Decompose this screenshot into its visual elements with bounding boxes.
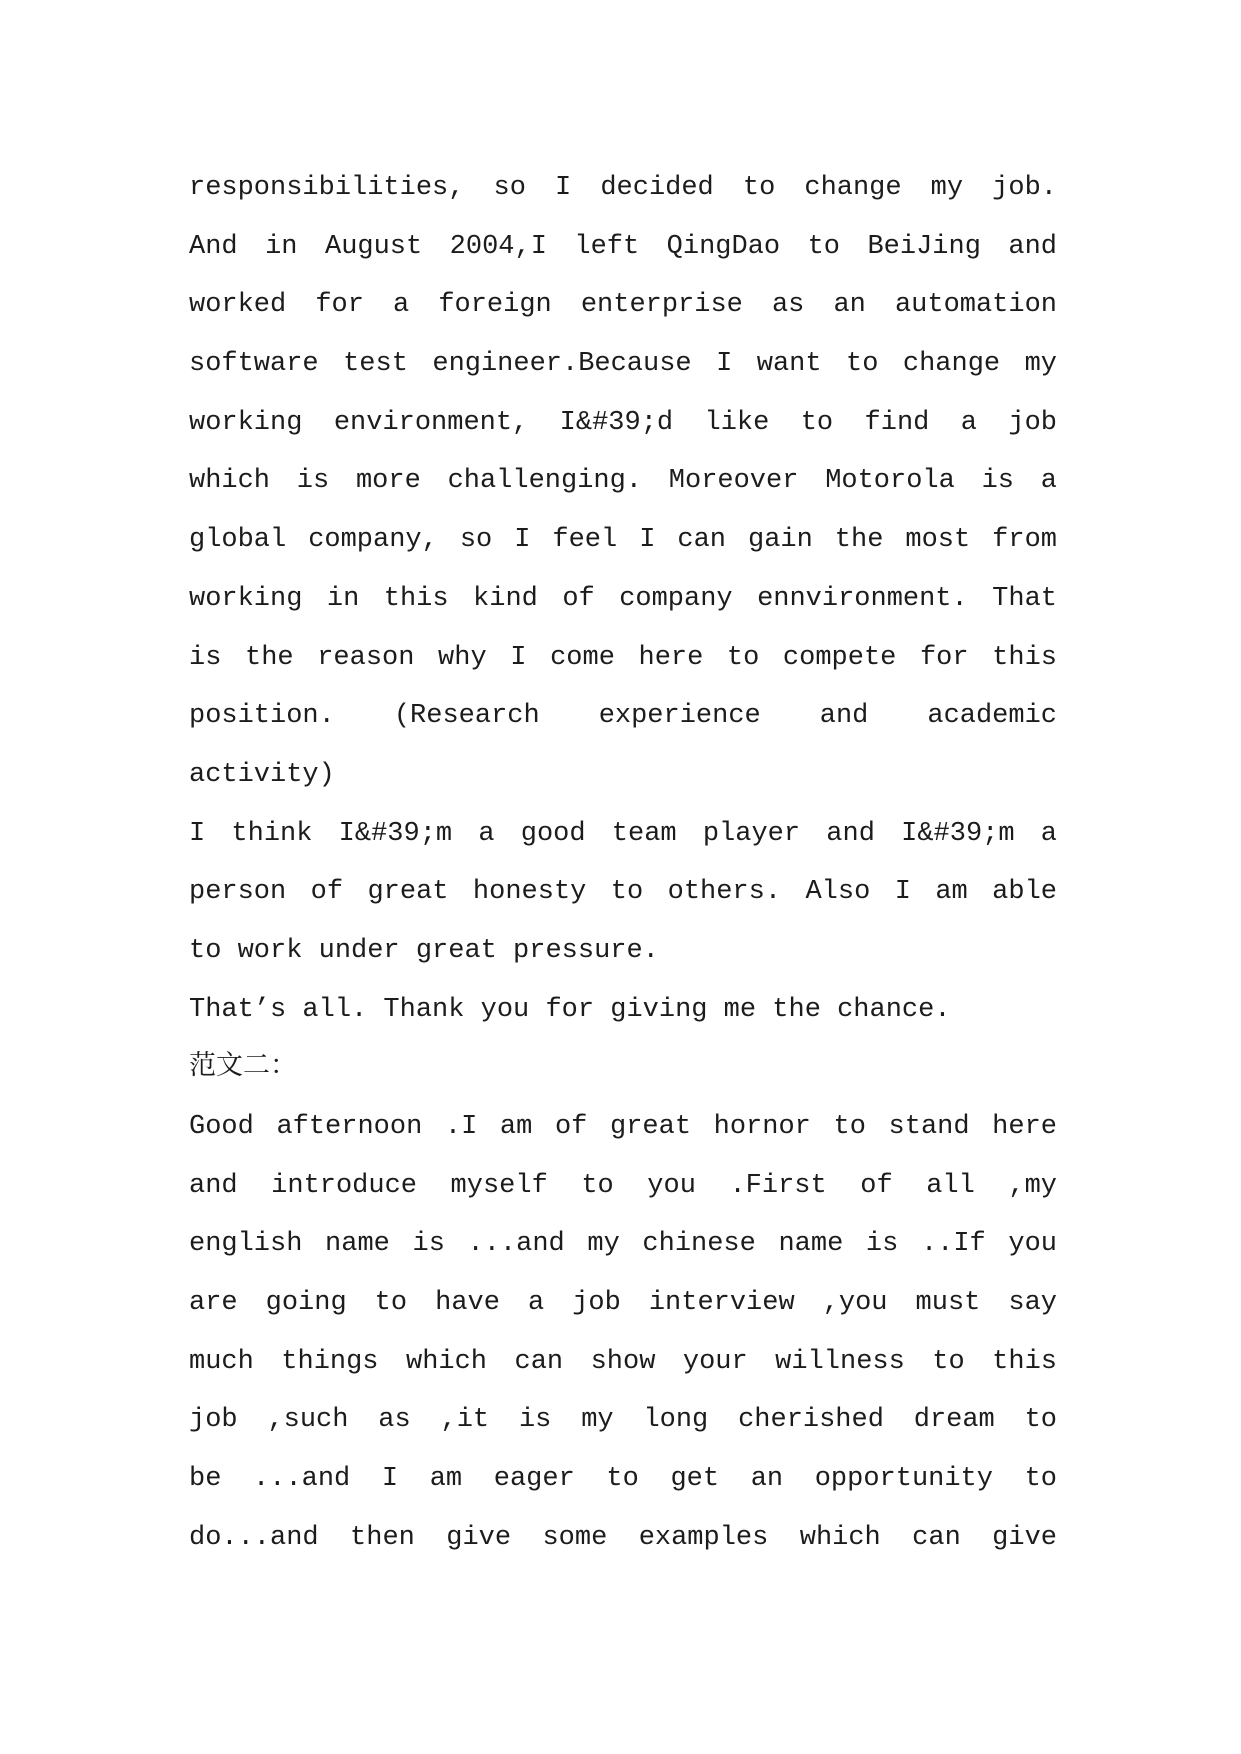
text-line: software test engineer.Because I want to change my <box>189 349 1057 380</box>
text-line: position. (Research experience and academic <box>189 701 1057 732</box>
text-line: and introduce myself to you .First of all ,my <box>189 1170 1057 1201</box>
text-line: responsibilities, so I decided to change my job. <box>189 173 1057 203</box>
text-line: do...and then give some examples which can give <box>189 1522 1057 1553</box>
paragraph-personal-qualities <box>189 805 1057 981</box>
text-line: are going to have a job interview ,you must say <box>189 1288 1057 1319</box>
text-line: much things which can show your willness to this <box>189 1346 1057 1377</box>
text-line: be ...and I am eager to get an opportunity to <box>189 1464 1057 1495</box>
text-line: which is more challenging. Moreover Motorola is a <box>189 466 1057 497</box>
text-line: That’s all. Thank you for giving me the chance. <box>189 994 951 1025</box>
text-line: I think I&#39;m a good team player and I&#39;m a <box>189 818 1057 849</box>
text-line: job ,such as ,it is my long cherished dream to <box>189 1405 1057 1436</box>
document-body <box>189 159 1057 1568</box>
paragraph-sample-two <box>189 1098 1057 1568</box>
text-line: person of great honesty to others. Also I am able <box>189 877 1057 908</box>
text-line: is the reason why I come here to compete for this <box>189 642 1057 673</box>
text-line: to work under great pressure. <box>189 935 659 966</box>
text-line: And in August 2004,I left QingDao to BeiJing and <box>189 231 1057 262</box>
section-heading-text: 范文二： <box>189 1053 297 1084</box>
text-line: activity) <box>189 759 335 790</box>
text-line: Good afternoon .I am of great hornor to stand here <box>189 1112 1057 1142</box>
paragraph-closing <box>189 981 1057 1040</box>
text-line: global company, so I feel I can gain the most from <box>189 525 1057 556</box>
text-line: worked for a foreign enterprise as an automation <box>189 290 1057 321</box>
text-line: working in this kind of company ennvironment. That <box>189 583 1057 614</box>
paragraph-career-history <box>189 159 1057 805</box>
text-line: working environment, I&#39;d like to find a job <box>189 407 1057 438</box>
section-heading <box>189 1039 1057 1098</box>
text-line: english name is ...and my chinese name is ..If you <box>189 1229 1057 1260</box>
